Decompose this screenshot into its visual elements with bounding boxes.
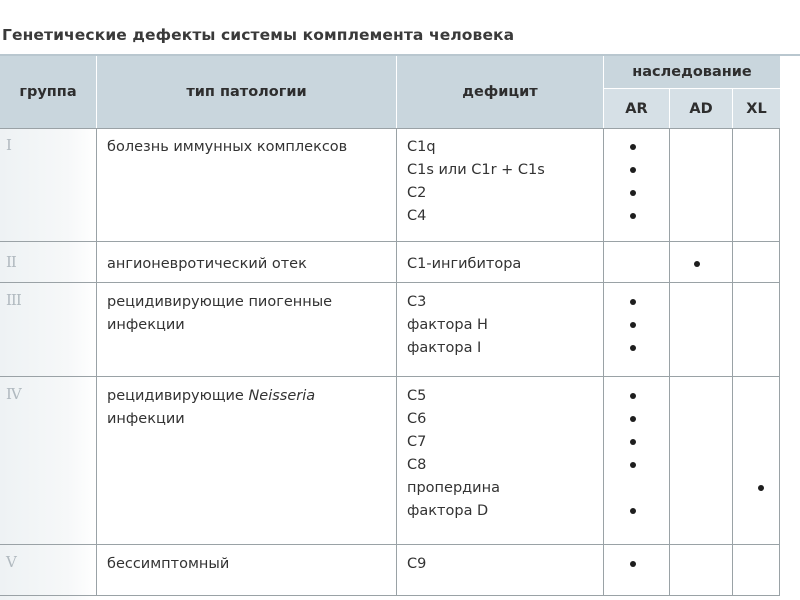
deficit-item: пропердина <box>407 480 500 496</box>
header-xl: XL <box>733 89 780 128</box>
deficit-item: C1s или C1r + C1s <box>407 162 545 178</box>
pathology-line: ангионевротический отек <box>107 256 307 272</box>
inheritance-ar-dot <box>630 345 636 351</box>
header-sep <box>732 89 733 128</box>
grid-line <box>396 128 397 596</box>
header-inheritance: наследование <box>604 56 780 88</box>
pathology-text <box>107 291 332 337</box>
pathology-text <box>107 136 347 159</box>
deficit-item: C2 <box>407 185 427 201</box>
pathology-prefix: рецидивирующие <box>107 388 249 404</box>
header-sep <box>96 56 97 128</box>
inheritance-ar-dot <box>630 393 636 399</box>
header-ar: AR <box>604 89 669 128</box>
deficit-item: C5 <box>407 388 427 404</box>
header-ad: AD <box>670 89 732 128</box>
pathology-line: болезнь иммунных комплексов <box>107 139 348 155</box>
group-label: IV <box>6 385 21 403</box>
inheritance-ar-dot <box>630 144 636 150</box>
deficit-item: C8 <box>407 457 427 473</box>
grid-line <box>732 128 733 596</box>
header-sep <box>396 56 397 128</box>
inheritance-ar-dot <box>630 190 636 196</box>
inheritance-ar-dot <box>630 508 636 514</box>
inheritance-ad-dot <box>694 261 700 267</box>
header-sep <box>604 88 780 89</box>
table-title: Генетические дефекты системы комплемента человека <box>2 26 515 44</box>
pathology-line: инфекции <box>107 411 185 427</box>
group-label: I <box>6 136 11 154</box>
header-group: группа <box>0 56 96 128</box>
inheritance-ar-dot <box>630 167 636 173</box>
pathology-italic: Neisseria <box>248 388 316 404</box>
header-sep <box>603 56 604 128</box>
deficit-item: C6 <box>407 411 427 427</box>
deficit-item: C1-ингибитора <box>407 256 522 272</box>
row-separator <box>0 376 780 377</box>
inheritance-ar-dot <box>630 416 636 422</box>
table-bottom-line <box>0 595 780 596</box>
header-sep <box>669 89 670 128</box>
pathology-text <box>107 253 307 276</box>
inheritance-ar-dot <box>630 299 636 305</box>
pathology-text <box>107 385 315 431</box>
inheritance-ar-dot <box>630 322 636 328</box>
pathology-text <box>107 553 229 576</box>
pathology-line: рецидивирующие пиогенные <box>107 294 333 310</box>
row-separator <box>0 241 780 242</box>
grid-line <box>96 128 97 596</box>
group-label: V <box>6 553 16 571</box>
row-separator <box>0 282 780 283</box>
grid-line <box>669 128 670 596</box>
inheritance-ar-dot <box>630 462 636 468</box>
deficit-item: C9 <box>407 556 427 572</box>
deficit-item: фактора I <box>407 340 482 356</box>
header-deficit: дефицит <box>397 56 603 128</box>
inheritance-ar-dot <box>630 213 636 219</box>
deficit-item: фактора D <box>407 503 489 519</box>
inheritance-xl-dot <box>758 485 764 491</box>
inheritance-ar-dot <box>630 439 636 445</box>
row-separator <box>0 544 780 545</box>
grid-line <box>603 128 604 596</box>
deficit-item: C1q <box>407 139 436 155</box>
group-label: III <box>6 291 21 309</box>
header-pathology: тип патологии <box>97 56 396 128</box>
deficit-item: C7 <box>407 434 427 450</box>
deficit-item: C4 <box>407 208 427 224</box>
pathology-line: инфекции <box>107 317 185 333</box>
deficit-item: C3 <box>407 294 427 310</box>
inheritance-ar-dot <box>630 561 636 567</box>
pathology-line: бессимптомный <box>107 556 230 572</box>
group-label: II <box>6 253 16 271</box>
grid-line <box>779 128 780 596</box>
complement-defects-table <box>0 56 780 596</box>
deficit-item: фактора H <box>407 317 488 333</box>
row-separator <box>0 128 780 129</box>
